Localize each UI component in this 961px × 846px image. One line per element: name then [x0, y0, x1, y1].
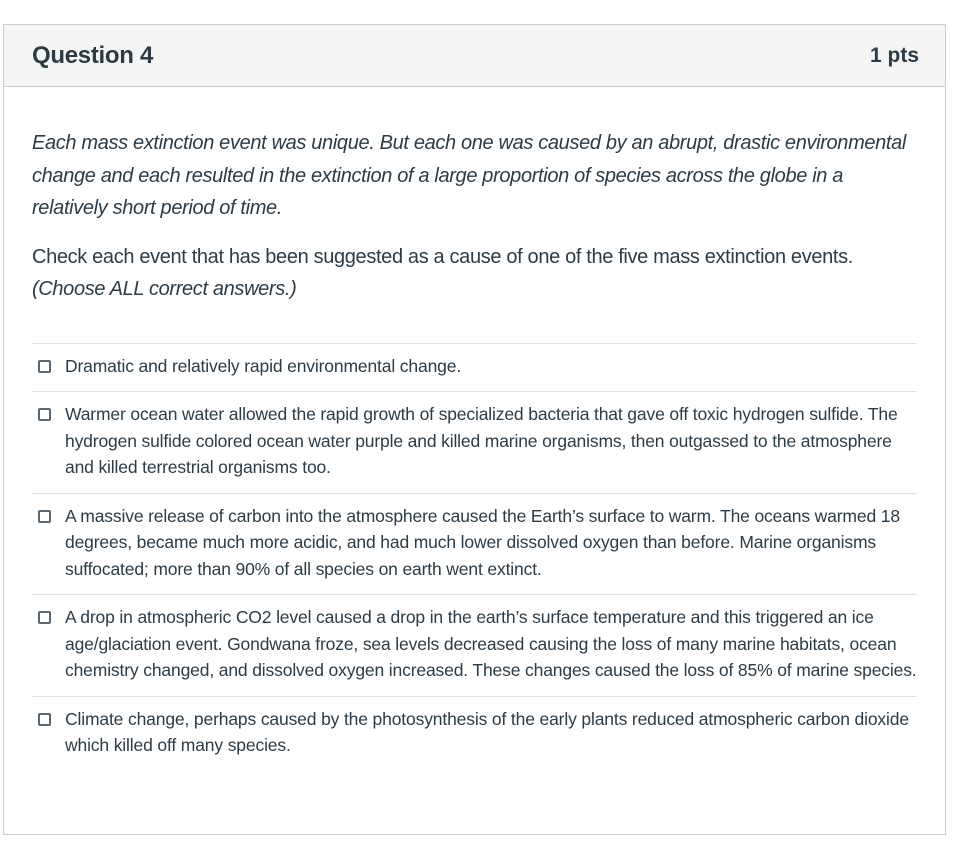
answer-option-3[interactable] [32, 494, 917, 596]
answer-option-4[interactable] [32, 595, 917, 697]
answer-label-4[interactable]: A drop in atmospheric CO2 level caused a drop in the earth’s surface temperature and this triggered an ice age/glaciation event. Gondwana froze, sea levels decreased causing the loss of many marine habitats, ocean chemistry changed, and dissolved oxygen increased. These changes caused the loss of 85% of marine species. [65, 607, 917, 680]
answer-label-2[interactable]: Warmer ocean water allowed the rapid growth of specialized bacteria that gave off toxic hydrogen sulfide. The hydrogen sulfide colored ocean water purple and killed marine organisms, then outgassed to the atmosphere and killed terrestrial organisms too. [65, 404, 898, 477]
answer-option-2[interactable] [32, 392, 917, 494]
instruction-text: Check each event that has been suggested as a cause of one of the five mass extinction events. [32, 245, 853, 268]
answer-label-3[interactable]: A massive release of carbon into the atmosphere caused the Earth’s surface to warm. The oceans warmed 18 degrees, became much more acidic, and had much lower dissolved oxygen than before. Marine organisms suffocated; more than 90% of all species on earth went extinct. [65, 505, 900, 579]
question-header [4, 25, 945, 87]
question-title: Question 4 [32, 41, 154, 69]
question-instruction [32, 241, 917, 306]
answer-list [32, 343, 917, 771]
question-prompt: Each mass extinction event was unique. But each one was caused by an abrupt, drastic environmental change and each resulted in the extinction of a large proportion of species across the globe in a relatively short period of time. [32, 132, 907, 219]
answer-option-1[interactable] [32, 344, 917, 393]
answer-checkbox-3[interactable] [38, 510, 51, 523]
question-body [4, 127, 945, 771]
answer-checkbox-5[interactable] [38, 713, 51, 726]
answer-label-5[interactable]: Climate change, perhaps caused by the photosynthesis of the early plants reduced atmospheric carbon dioxide which killed off many species. [65, 708, 909, 755]
answer-checkbox-4[interactable] [38, 611, 51, 624]
question-card [3, 24, 946, 835]
question-points: 1 pts [869, 43, 919, 67]
instruction-emphasis: (Choose ALL correct answers.) [32, 278, 297, 300]
answer-option-5[interactable] [32, 697, 917, 771]
answer-checkbox-1[interactable] [38, 360, 51, 373]
answer-label-1[interactable]: Dramatic and relatively rapid environmental change. [65, 355, 462, 376]
answer-checkbox-2[interactable] [38, 408, 51, 421]
